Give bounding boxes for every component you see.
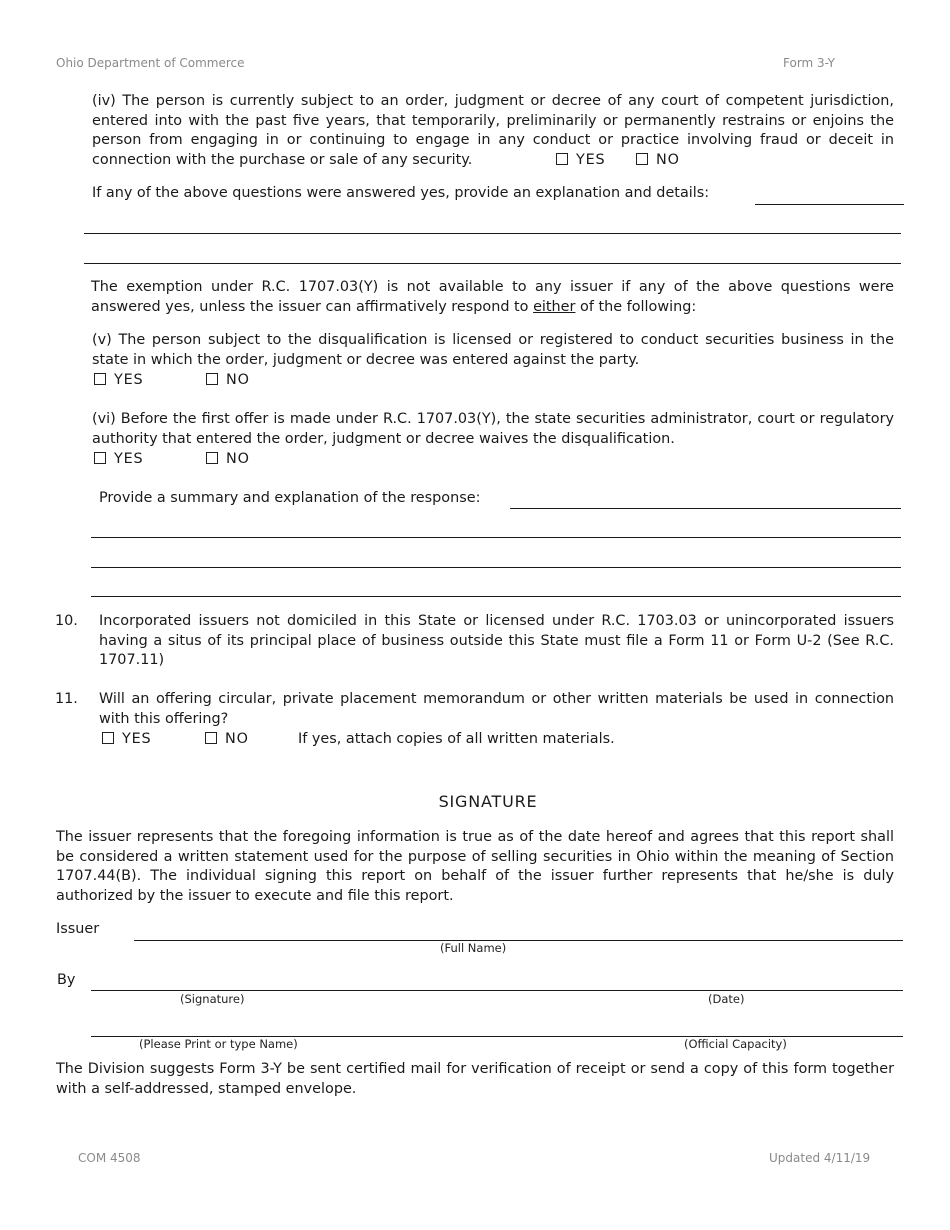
checkbox-icon[interactable] [206, 373, 218, 385]
explanation-prompt: If any of the above questions were answered yes, provide an explanation and details: [92, 185, 710, 201]
footer-updated-date: Updated 4/11/19 [769, 1151, 871, 1165]
checkbox-icon[interactable] [636, 153, 648, 165]
checkbox-icon[interactable] [102, 732, 114, 744]
question-v-text: (v) The person subject to the disqualification is licensed or registered to conduct securities business in the state in which the order, judgment or decree was entered against the party. [92, 332, 894, 368]
header-agency: Ohio Department of Commerce [56, 56, 245, 70]
signature-statement: The issuer represents that the foregoing information is true as of the date hereof and agrees that this report shall be considered a written statement used for the purpose of selling securities in Ohio within the meaning of Section 1707.44(B). The individual signing this report on behalf of the issuer further represents that he/she is duly authorized by the issuer to execute and file this report. [56, 829, 894, 904]
exemption-emphasis: either [533, 298, 576, 315]
by-label: By [57, 972, 76, 988]
date-caption: (Date) [708, 992, 745, 1006]
question-vi-no-label: NO [226, 451, 250, 467]
question-v-yes-label: YES [114, 372, 144, 388]
question-iv-yes-label: YES [576, 152, 606, 168]
print-name-caption: (Please Print or type Name) [139, 1037, 298, 1051]
official-capacity-caption: (Official Capacity) [684, 1037, 787, 1051]
question-iv-text [92, 92, 894, 170]
item-11-note: If yes, attach copies of all written materials. [298, 731, 615, 747]
signature-title: SIGNATURE [438, 792, 538, 811]
summary-line[interactable] [91, 537, 901, 538]
question-vi-yes-label: YES [114, 451, 144, 467]
issuer-label: Issuer [56, 921, 100, 937]
summary-line[interactable] [91, 567, 901, 568]
checkbox-icon[interactable] [206, 452, 218, 464]
issuer-name-line[interactable] [134, 940, 903, 941]
explanation-line[interactable] [84, 233, 901, 234]
item-11-no-option[interactable] [205, 730, 249, 750]
item-11-number: 11. [55, 691, 78, 707]
question-v-yes-option[interactable] [94, 371, 143, 391]
summary-prompt: Provide a summary and explanation of the response: [99, 490, 481, 506]
checkbox-icon[interactable] [556, 153, 568, 165]
signature-line[interactable] [91, 990, 903, 991]
checkbox-icon[interactable] [94, 452, 106, 464]
summary-line[interactable] [510, 508, 901, 509]
full-name-caption: (Full Name) [440, 941, 507, 955]
question-iv-no-option[interactable] [636, 151, 680, 171]
explanation-line[interactable] [755, 204, 904, 205]
question-vi-no-option[interactable] [206, 450, 250, 470]
exemption-text-part: The exemption under R.C. 1707.03(Y) is not available to any issuer if any of the above questions were answered yes, unless the issuer can affirmatively respond to [91, 279, 894, 315]
item-11-yes-label: YES [122, 731, 152, 747]
item-10-number: 10. [55, 613, 78, 629]
footer-form-code: COM 4508 [78, 1151, 141, 1165]
question-vi-yes-option[interactable] [94, 450, 143, 470]
question-iv-yes-option[interactable] [556, 151, 605, 171]
signature-caption: (Signature) [180, 992, 245, 1006]
explanation-line[interactable] [84, 263, 901, 264]
question-iv-body: (iv) The person is currently subject to an order, judgment or decree of any court of competent jurisdiction, entered into with the past five years, that temporarily, preliminarily or permanently restrains or enjoins the person from engaging in or continuing to engage in any conduct or practice involving fraud or deceit in connection with the purchase or sale of any security. [92, 93, 894, 168]
question-v-no-option[interactable] [206, 371, 250, 391]
summary-line[interactable] [91, 596, 901, 597]
checkbox-icon[interactable] [205, 732, 217, 744]
item-11-no-label: NO [225, 731, 249, 747]
question-iv-no-label: NO [656, 152, 680, 168]
exemption-text-part: of the following: [575, 298, 697, 315]
item-11-yes-option[interactable] [102, 730, 151, 750]
closing-note: The Division suggests Form 3-Y be sent certified mail for verification of receipt or send a copy of this form together with a self-addressed, stamped envelope. [56, 1061, 894, 1097]
question-v-no-label: NO [226, 372, 250, 388]
question-vi-text: (vi) Before the first offer is made under R.C. 1707.03(Y), the state securities administrator, court or regulatory authority that entered the order, judgment or decree waives the disqualification. [92, 411, 894, 447]
item-11-text: Will an offering circular, private placement memorandum or other written materials be used in connection with this offering? [99, 691, 894, 727]
exemption-text [91, 278, 894, 317]
header-form-number: Form 3-Y [783, 56, 835, 70]
checkbox-icon[interactable] [94, 373, 106, 385]
item-10-text: Incorporated issuers not domiciled in this State or licensed under R.C. 1703.03 or unincorporated issuers having a situs of its principal place of business outside this State must file a Form 11 or Form U-2 (See R.C. 1707.11) [99, 613, 894, 669]
